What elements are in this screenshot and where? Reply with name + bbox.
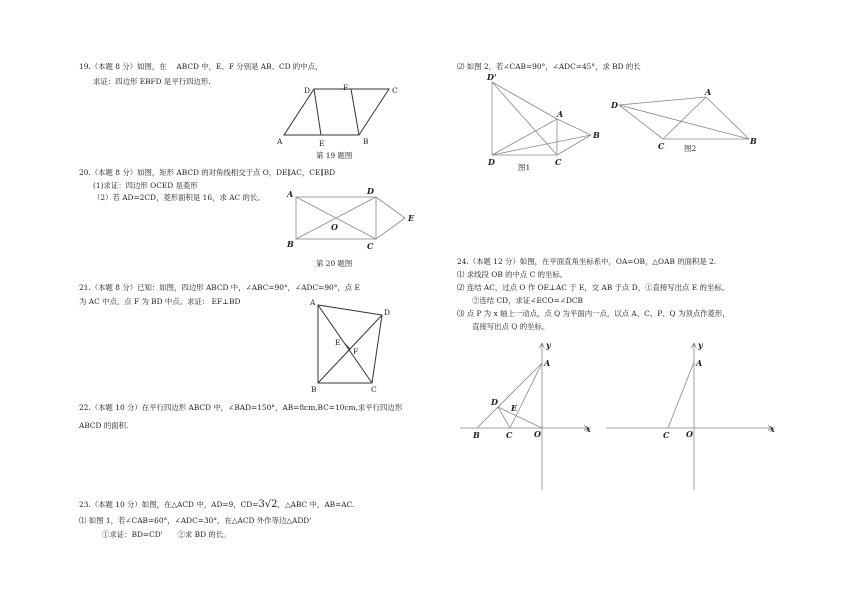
q24-fig-left (460, 340, 600, 495)
q23-cd-value: 3√2 (258, 499, 278, 510)
q23b-line1: ⑵ 如图 2，若∠CAB=90°，∠ADC=45°，求 BD 的长 (457, 62, 641, 71)
q24-left-label-y: y (546, 340, 551, 350)
q20-line2: (1)求证：四边形 OCED 是菱形 (93, 181, 198, 190)
q24-left-label-D: D (491, 397, 498, 407)
q23-line1-a: 23.（本题 10 分）如图，在△ACD 中，AD=9，CD= (79, 500, 259, 509)
q23-fig1-label-B: B (593, 130, 600, 140)
q24-left-label-E: E (511, 403, 518, 413)
q24-line4: ②连结 CD，求证∠ECO=∠DCB (472, 296, 583, 305)
q24-left-label-A: A (544, 358, 551, 368)
q20-label-A: A (287, 189, 294, 199)
q24-right-label-y: y (698, 340, 703, 350)
q19-caption: 第 19 题图 (316, 151, 353, 160)
q19-label-B: B (363, 137, 369, 146)
q23-line1-c: ，△ABC 中，AB=AC. (277, 500, 355, 509)
q21-label-B: B (311, 385, 317, 394)
q21-label-F: F (353, 347, 359, 356)
q23-fig2-label-D: D (611, 100, 618, 110)
q23-fig1-label-D: D (488, 157, 495, 167)
q24-fig-right (606, 340, 781, 495)
q20-label-B: B (287, 239, 294, 249)
q23-line2: ⑴ 如图 1，若∠CAB=60°，∠ADC=30°，在△ACD 外作等边△ADD' (79, 516, 312, 525)
q24-left-label-C: C (506, 430, 513, 440)
q20-label-O: O (331, 222, 338, 232)
q23-fig2 (607, 87, 762, 157)
q24-left-label-x: x (586, 424, 591, 434)
q23-fig2-label-B: B (750, 136, 757, 146)
q21-figure (305, 295, 405, 395)
q20-caption: 第 20 题图 (316, 259, 353, 268)
q23-fig1-label-C: C (555, 157, 562, 167)
q23-fig1-caption: 图1 (518, 163, 531, 172)
q24-line6: 直接写出点 Q 的坐标。 (472, 322, 550, 331)
q24-line2: ⑴ 求线段 OB 的中点 C 的坐标。 (457, 270, 568, 279)
q19-line2: 求证：四边形 EBFD 是平行四边形. (93, 77, 211, 86)
q24-line5: ⑶ 点 P 为 x 轴上一动点，点 Q 为平面内一点，以点 A、C、P、Q 为顶点作菱形， (457, 309, 730, 318)
q20-label-D: D (367, 186, 374, 196)
q24-line3: ⑵ 连结 AC，过点 O 作 OE⊥AC 于 E，交 AB 于点 D，①直接写出点 E 的坐标。 (457, 283, 730, 292)
q23-line1 (79, 500, 354, 510)
q23-line3: ①求证：BD=CD' ②求 BD 的长。 (102, 530, 231, 539)
q22-line1: 22.（本题 10 分）在平行四边形 ABCD 中，∠BAD=150°，AB=8cm,BC=10cm,求平行四边形 (79, 403, 403, 412)
q20-label-E: E (408, 213, 415, 223)
q21-label-A: A (310, 298, 316, 307)
q24-right-label-A: A (696, 358, 703, 368)
q23-fig1-label-A: A (557, 109, 564, 119)
q20-label-C: C (367, 241, 374, 251)
q23-fig2-label-C: C (658, 141, 665, 151)
q23-fig2-caption: 图2 (684, 144, 697, 153)
q22-line2: ABCD 的面积. (79, 421, 129, 430)
q20-line1: 20.（本题 8 分）如图，矩形 ABCD 的对角线相交于点 O，DE∥AC，CE∥BD (79, 168, 336, 177)
q24-right-label-O: O (686, 429, 693, 439)
q21-label-E: E (335, 338, 341, 347)
q19-label-E: E (319, 139, 325, 148)
q21-label-C: C (371, 385, 377, 394)
q24-left-label-O: O (534, 429, 541, 439)
q21-label-D: D (384, 308, 391, 317)
q19-line1: 19.（本题 8 分）如图，在 ABCD 中，E、F 分别是 AB、CD 的中点， (79, 62, 323, 71)
q24-left-label-B: B (473, 430, 480, 440)
q24-right-label-C: C (663, 430, 670, 440)
q21-line1: 21.（本题 8 分）已知：如图，四边形 ABCD 中，∠ABC=90°，∠ADC=90°，点 E (79, 283, 360, 292)
q23-fig1-label-D1: D' (487, 72, 497, 82)
q19-label-C: C (392, 86, 398, 95)
q23-fig2-label-A: A (705, 87, 712, 97)
q20-line3: （2）若 AD=2CD，菱形面积是 16，求 AC 的长。 (93, 193, 265, 202)
q24-right-label-x: x (770, 424, 775, 434)
q19-label-D: D (304, 86, 311, 95)
q24-line1: 24.（本题 12 分）如图，在平面直角坐标系中，OA=OB，△OAB 的面积是 2. (457, 257, 717, 266)
q23-fig1 (484, 72, 604, 172)
q19-label-F: F (343, 83, 349, 92)
q19-label-A: A (277, 137, 283, 146)
q20-figure (282, 184, 422, 254)
q21-line2: 为 AC 中点，点 F 为 BD 中点。求证： EF⊥BD (79, 297, 241, 306)
